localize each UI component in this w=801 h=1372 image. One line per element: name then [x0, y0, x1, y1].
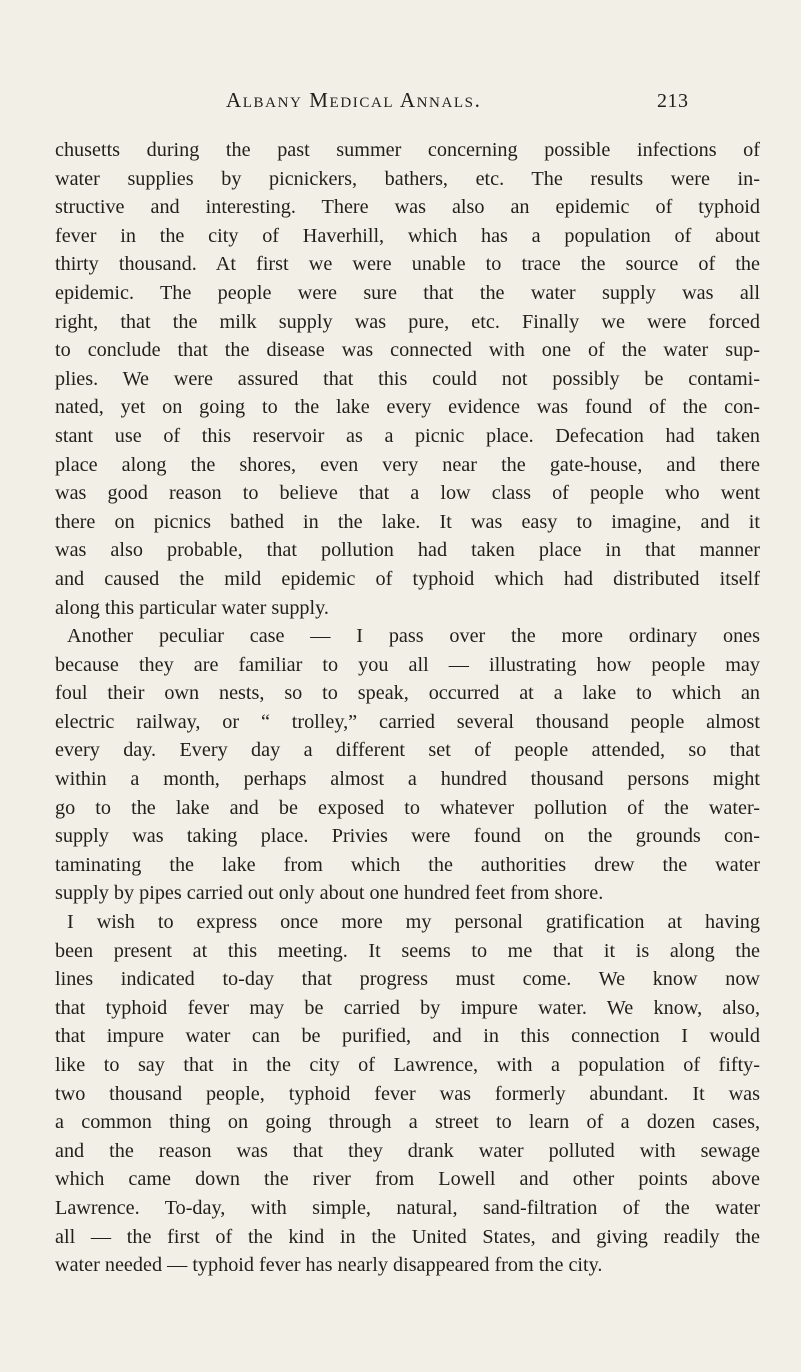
- text-line: and the reason was that they drank water polluted with sewage: [55, 1139, 760, 1162]
- text-line: that typhoid fever may be carried by impure water. We know, also,: [55, 996, 760, 1019]
- text-line: fever in the city of Haverhill, which has a population of about: [55, 224, 760, 247]
- running-head: [0, 88, 801, 118]
- page-number: 213: [657, 90, 689, 112]
- text-line: like to say that in the city of Lawrence, with a population of fifty-: [55, 1054, 760, 1076]
- text-line: structive and interesting. There was also an epidemic of typhoid: [55, 196, 760, 219]
- text-line: Lawrence. To-day, with simple, natural, sand-filtration of the water: [55, 1196, 760, 1219]
- text-line: Another peculiar case — I pass over the more ordinary ones: [67, 625, 760, 648]
- text-line: there on picnics bathed in the lake. It was easy to imagine, and it: [55, 510, 760, 533]
- text-line: go to the lake and be exposed to whatever pollution of the water-: [55, 796, 760, 819]
- text-line: I wish to express once more my personal gratification at having: [67, 911, 760, 934]
- text-line: was also probable, that pollution had taken place in that manner: [55, 539, 760, 562]
- text-line: taminating the lake from which the authorities drew the water: [55, 853, 760, 876]
- text-line: water supplies by picnickers, bathers, etc. The results were in-: [55, 167, 760, 190]
- text-line: been present at this meeting. It seems to me that it is along the: [55, 939, 760, 962]
- text-line: all — the first of the kind in the United States, and giving readily the: [55, 1225, 760, 1248]
- text-line: nated, yet on going to the lake every evidence was found of the con-: [55, 396, 760, 419]
- text-line: supply was taking place. Privies were found on the grounds con-: [55, 825, 760, 848]
- text-line: that impure water can be purified, and in this connection I would: [55, 1025, 760, 1048]
- text-line: stant use of this reservoir as a picnic place. Defecation had taken: [55, 424, 760, 447]
- text-line: plies. We were assured that this could not possibly be contami-: [55, 367, 760, 390]
- text-line: a common thing on going through a street to learn of a dozen cases,: [55, 1111, 760, 1134]
- text-line: foul their own nests, so to speak, occurred at a lake to which an: [55, 682, 760, 705]
- running-title: Albany Medical Annals.: [226, 88, 482, 112]
- text-line: every day. Every day a different set of people attended, so that: [55, 739, 760, 762]
- text-line: lines indicated to-day that progress must come. We know now: [55, 968, 760, 991]
- text-line: epidemic. The people were sure that the water supply was all: [55, 281, 760, 304]
- text-line: and caused the mild epidemic of typhoid which had distributed itself: [55, 567, 760, 590]
- text-line: water needed — typhoid fever has nearly disappeared from the city.: [55, 1254, 603, 1277]
- body-text: [55, 136, 760, 1280]
- text-line: place along the shores, even very near the gate-house, and there: [55, 453, 760, 476]
- text-line: chusetts during the past summer concerning possible infections of: [55, 139, 760, 161]
- text-line: within a month, perhaps almost a hundred thousand persons might: [55, 768, 760, 791]
- text-line: along this particular water supply.: [55, 596, 329, 619]
- text-line: because they are familiar to you all — illustrating how people may: [55, 653, 760, 676]
- text-line: thirty thousand. At first we were unable to trace the source of the: [55, 253, 760, 276]
- text-line: which came down the river from Lowell and other points above: [55, 1168, 760, 1191]
- text-line: supply by pipes carried out only about one hundred feet from shore.: [55, 882, 604, 905]
- text-line: to conclude that the disease was connected with one of the water sup-: [55, 339, 760, 362]
- text-line: was good reason to believe that a low class of people who went: [55, 482, 760, 505]
- text-line: two thousand people, typhoid fever was formerly abundant. It was: [55, 1082, 760, 1105]
- text-line: electric railway, or “ trolley,” carried several thousand people almost: [55, 710, 760, 733]
- text-line: right, that the milk supply was pure, etc. Finally we were forced: [55, 310, 760, 333]
